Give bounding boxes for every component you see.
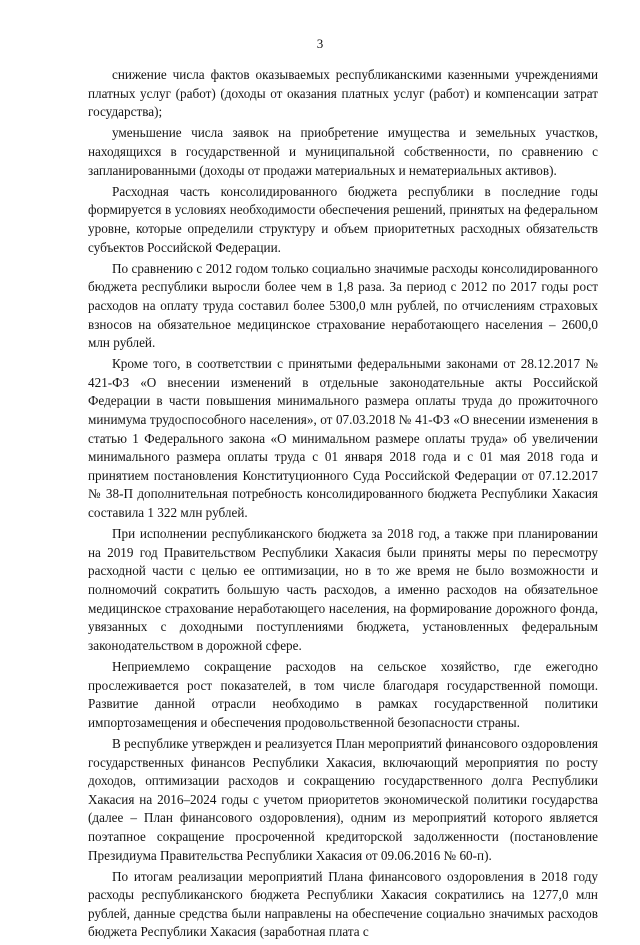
paragraph: снижение числа фактов оказываемых республиканскими казенными учреждениями платных услуг (работ) (доходы от оказания платных услуг (работ) и компенсации затрат государства); bbox=[88, 67, 598, 120]
paragraph: При исполнении республиканского бюджета за 2018 год, а также при планировании на 2019 год Правительством Республики Хакасия были приняты меры по пересмотру расходной части с целью ее оптимизации, но в то же время не было возможности и полномочий сократить большую часть расходов, а именно расходов на обязательное медицинское страхование неработающего населения, на формирование дорожного фонда, увязанных с доходными поступлениями бюджета, установленных федеральным законодательством в дорожной сфере. bbox=[88, 526, 598, 653]
document-body bbox=[88, 66, 598, 945]
paragraph: уменьшение числа заявок на приобретение имущества и земельных участков, находящихся в государственной и муниципальной собственности, по сравнению с запланированными (доходы от продажи материальных и нематериальных активов). bbox=[88, 125, 598, 178]
paragraph: Расходная часть консолидированного бюджета республики в последние годы формируется в условиях необходимости обеспечения решений, принятых на федеральном уровне, которые определили структуру и объем приоритетных расходных обязательств субъектов Российской Федерации. bbox=[88, 183, 598, 255]
paragraph: Кроме того, в соответствии с принятыми федеральными законами от 28.12.2017 № 421-ФЗ «О внесении изменений в отдельные законодательные акты Российской Федерации в части повышения минимального размера оплаты труда до прожиточного минимума трудоспособного населения», от 07.03.2018 № 41-ФЗ «О внесении изменения в статью 1 Федерального закона «О минимальном размере оплаты труда» об увеличении минимального размера оплаты труда с 01 января 2018 года и с 01 мая 2018 года и принятием постановления Конституционного Суда Российской Федерации от 07.12.2017 № 38-П дополнительная потребность консолидированного бюджета Республики Хакасия составила 1 322 млн рублей. bbox=[88, 356, 598, 521]
paragraph: По сравнению с 2012 годом только социально значимые расходы консолидированного бюджета республики выросли более чем в 1,8 раза. За период с 2012 по 2017 годы рост расходов на оплату труда составил более 5300,0 млн рублей, по отчислениям страховых взносов на обязательное медицинское страхование неработающего населения – 2600,0 млн рублей. bbox=[88, 260, 598, 351]
paragraph: В республике утвержден и реализуется План мероприятий финансового оздоровления государственных финансов Республики Хакасия, включающий мероприятия по росту доходов, оптимизации расходов и сокращению государственного долга Республики Хакасия на 2016–2024 годы с учетом приоритетов экономической политики государства (далее – План финансового оздоровления), одним из мероприятий которого является поэтапное сокращение просроченной кредиторской задолженности (постановление Президиума Правительства Республики Хакасия от 09.06.2016 № 60-п). bbox=[88, 735, 598, 863]
paragraph: Неприемлемо сокращение расходов на сельское хозяйство, где ежегодно прослеживается рост показателей, в том числе благодаря государственной помощи. Развитие данной отрасли необходимо в рамках государственной политики импортозамещения и обеспечения продовольственной безопасности страны. bbox=[88, 658, 598, 730]
paragraph: По итогам реализации мероприятий Плана финансового оздоровления в 2018 году расходы республиканского бюджета Республики Хакасия сократились на 1277,0 млн рублей, данные средства были направлены на обеспечение социально значимых расходов бюджета Республики Хакасия (заработная плата с bbox=[88, 868, 598, 940]
page-number: 3 bbox=[316, 36, 324, 51]
